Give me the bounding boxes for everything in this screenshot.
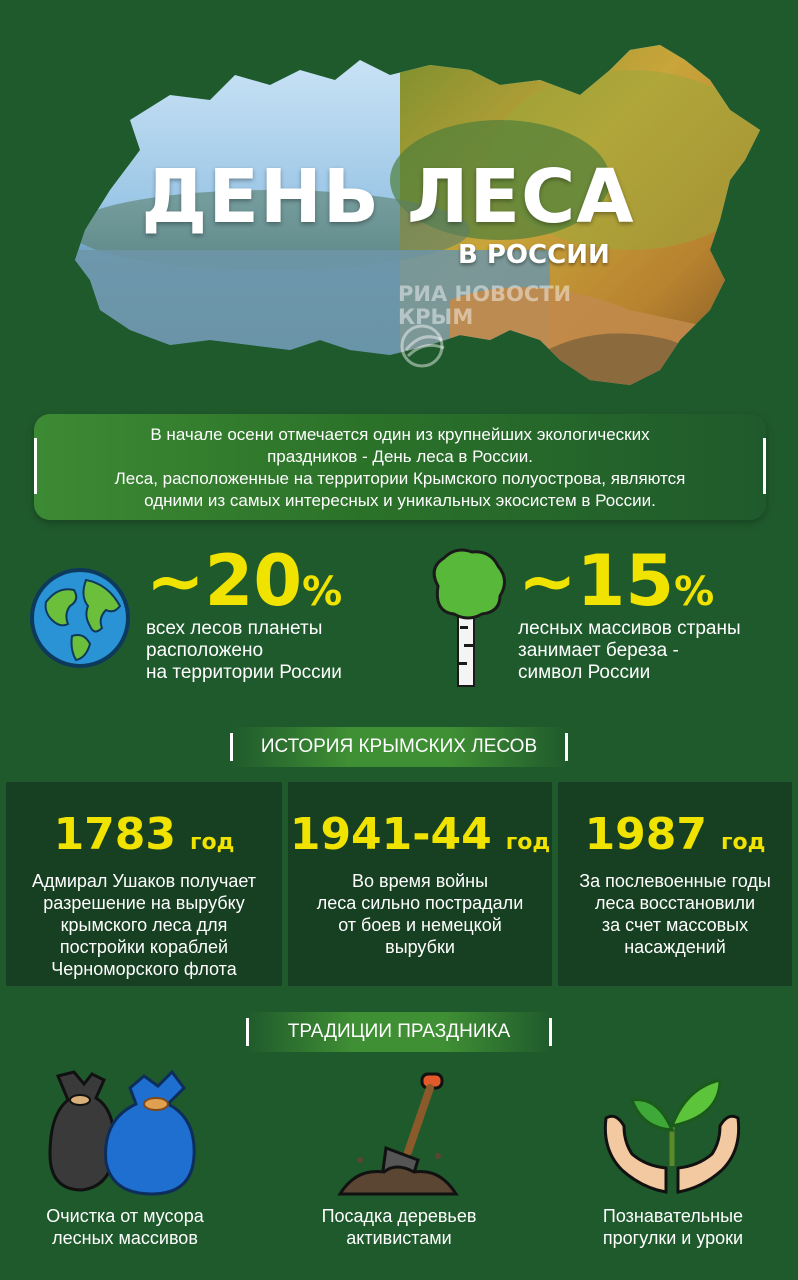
watermark-line-2: КРЫМ	[398, 305, 474, 329]
history-text	[562, 870, 788, 958]
intro-bar-right	[763, 438, 766, 494]
header-bar-right	[549, 1018, 552, 1046]
tradition-line: Посадка деревьев	[321, 1206, 477, 1226]
watermark	[398, 283, 571, 329]
year-value: 1783	[53, 809, 177, 860]
history-year	[558, 810, 792, 868]
stat-line: всех лесов планеты	[146, 618, 323, 639]
trash-bags-icon	[44, 1070, 200, 1198]
tradition-line: Очистка от мусора	[46, 1206, 204, 1226]
hero-subtitle: В РОССИИ	[458, 240, 610, 270]
tradition-line: Познавательные	[602, 1206, 744, 1226]
stat-line: символ России	[518, 662, 651, 683]
history-line: насаждений	[624, 937, 726, 957]
stat-text-forests	[146, 618, 342, 684]
stat-number: ~15	[518, 540, 675, 622]
intro-bar-left	[34, 438, 37, 494]
year-value: 1941-44	[289, 809, 492, 860]
traditions-header	[246, 1012, 552, 1052]
intro-line: праздников - День леса в России.	[267, 447, 533, 466]
history-line: вырубки	[385, 937, 455, 957]
intro-box	[34, 414, 766, 520]
history-card-1987	[558, 782, 792, 986]
history-header	[230, 727, 568, 767]
history-text	[10, 870, 278, 980]
intro-line: одними из самых интересных и уникальных экосистем в России.	[144, 491, 656, 510]
header-bar-left	[230, 733, 233, 761]
stat-line: расположено	[146, 640, 264, 661]
tradition-line: прогулки и уроки	[602, 1228, 744, 1248]
tradition-walks	[568, 1205, 778, 1249]
header-bar-left	[246, 1018, 249, 1046]
hands-sprout-icon	[602, 1070, 742, 1198]
stat-unit: %	[302, 569, 343, 615]
tradition-planting	[294, 1205, 504, 1249]
stat-line: занимает береза -	[518, 640, 679, 661]
tradition-cleanup	[20, 1205, 230, 1249]
stat-number: ~20	[146, 540, 303, 622]
history-line: постройки кораблей	[59, 937, 229, 957]
history-line: разрешение на вырубку	[43, 893, 245, 913]
history-line: Черноморского флота	[51, 959, 237, 979]
history-line: Во время войны	[351, 871, 489, 891]
watermark-line-1: РИА НОВОСТИ	[398, 282, 572, 306]
history-card-1783	[6, 782, 282, 986]
history-year	[288, 810, 552, 868]
tradition-line: лесных массивов	[52, 1228, 198, 1248]
shovel-icon	[336, 1068, 460, 1200]
stat-text-birch	[518, 618, 741, 684]
header-bar-right	[565, 733, 568, 761]
history-line: леса восстановили	[594, 893, 756, 913]
globe-icon	[28, 566, 132, 670]
year-suffix: год	[190, 830, 235, 855]
year-suffix: год	[505, 830, 551, 855]
history-text	[292, 870, 548, 958]
intro-line: В начале осени отмечается один из крупнейших экологических	[150, 425, 650, 444]
history-line: Адмирал Ушаков получает	[31, 871, 257, 891]
hero-title: ДЕНЬ ЛЕСА	[141, 154, 635, 240]
stat-value-birch	[518, 540, 715, 622]
stat-unit: %	[674, 569, 715, 615]
stat-value-forests	[146, 540, 343, 622]
history-line: крымского леса для	[60, 915, 228, 935]
birch-tree-icon	[420, 546, 510, 688]
tradition-line: активистами	[346, 1228, 452, 1248]
stat-line: лесных массивов страны	[518, 618, 741, 639]
history-line: леса сильно пострадали	[316, 893, 524, 913]
history-line: за счет массовых	[601, 915, 749, 935]
stat-line: на территории России	[146, 662, 342, 683]
traditions-header-label: ТРАДИЦИИ ПРАЗДНИКА	[287, 1021, 511, 1042]
year-suffix: год	[721, 830, 766, 855]
history-card-1941	[288, 782, 552, 986]
history-header-label: ИСТОРИЯ КРЫМСКИХ ЛЕСОВ	[260, 736, 538, 757]
intro-text	[74, 424, 726, 512]
intro-line: Леса, расположенные на территории Крымского полуострова, являются	[114, 469, 686, 488]
history-year	[6, 810, 282, 868]
year-value: 1987	[584, 809, 708, 860]
ria-novosti-logo-icon	[398, 322, 454, 370]
history-line: За послевоенные годы	[579, 871, 771, 891]
history-line: от боев и немецкой	[338, 915, 502, 935]
